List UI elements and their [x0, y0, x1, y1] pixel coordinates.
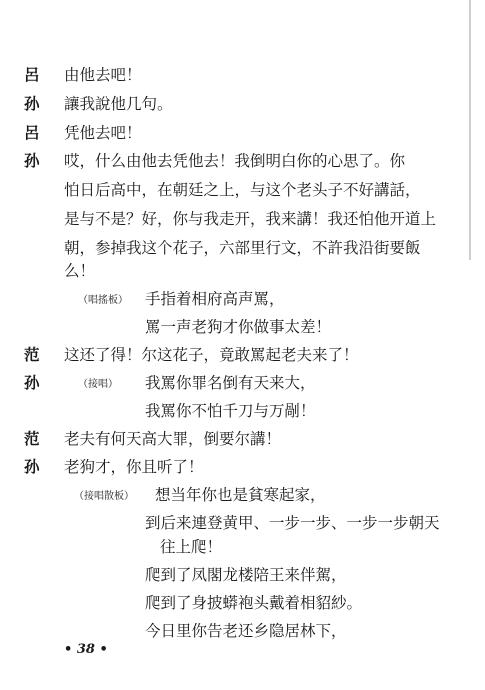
dialogue-line: 老狗才，你且听了！ — [64, 458, 204, 476]
speaker-fan: 范 — [24, 345, 40, 364]
speaker-lu: 呂 — [24, 65, 40, 84]
scan-edge — [469, 0, 471, 260]
dialogue-line: 讓我說他几句。 — [64, 95, 173, 113]
sung-line: 往上爬！ — [160, 538, 223, 556]
sung-line: 爬到了身披蟒袍头戴着相貂紗。 — [145, 594, 363, 612]
dialogue-line: 这还了得！尔这花子，竟敢罵起老夫来了！ — [64, 346, 359, 364]
dialogue-line: 怕日后高中，在朝廷之上，与这个老头子不好講話， — [64, 181, 421, 199]
speaker-sun: 孙 — [24, 373, 40, 392]
dialogue-line: 哎，什么由他去凭他去！我倒明白你的心思了。你 — [64, 152, 406, 170]
stage-note: （唱搖板） — [78, 295, 128, 306]
sung-line: 我罵你不怕千刀与万剮！ — [145, 402, 316, 420]
sung-line: 爬到了凤閣龙楼陪王来伴駕， — [145, 566, 347, 584]
sung-line: 到后来連登黄甲、一步一步、一步一步朝天 — [145, 514, 440, 532]
speaker-lu: 呂 — [24, 123, 40, 142]
speaker-sun: 孙 — [24, 94, 40, 113]
sung-line: 我罵你罪名倒有天来大， — [145, 374, 316, 392]
speaker-sun: 孙 — [24, 457, 40, 476]
dialogue-line: 朝，参掉我这个花子，六部里行文，不許我沿街要飯 — [64, 239, 421, 257]
sung-line: 罵一声老狗才你做事太差！ — [145, 318, 332, 336]
stage-note: （接唱） — [78, 379, 118, 390]
page-number: • 38 • — [64, 642, 108, 657]
dialogue-line: 由他去吧！ — [64, 66, 142, 84]
sung-line: 想当年你也是貧寒起家， — [155, 486, 326, 504]
dialogue-line: 么！ — [64, 262, 96, 280]
sung-line: 今日里你告老还乡隐居林下， — [145, 622, 347, 640]
stage-note: （接唱散板） — [74, 491, 134, 502]
sung-line: 手指着相府高声罵， — [145, 290, 285, 308]
dialogue-line: 凭他去吧！ — [64, 124, 142, 142]
speaker-fan: 范 — [24, 429, 40, 448]
dialogue-line: 老夫有何天高大罪，倒要尔講！ — [64, 430, 282, 448]
speaker-sun: 孙 — [24, 151, 40, 170]
dialogue-line: 是与不是？好，你与我走开，我来講！我还怕他开道上 — [64, 210, 437, 228]
